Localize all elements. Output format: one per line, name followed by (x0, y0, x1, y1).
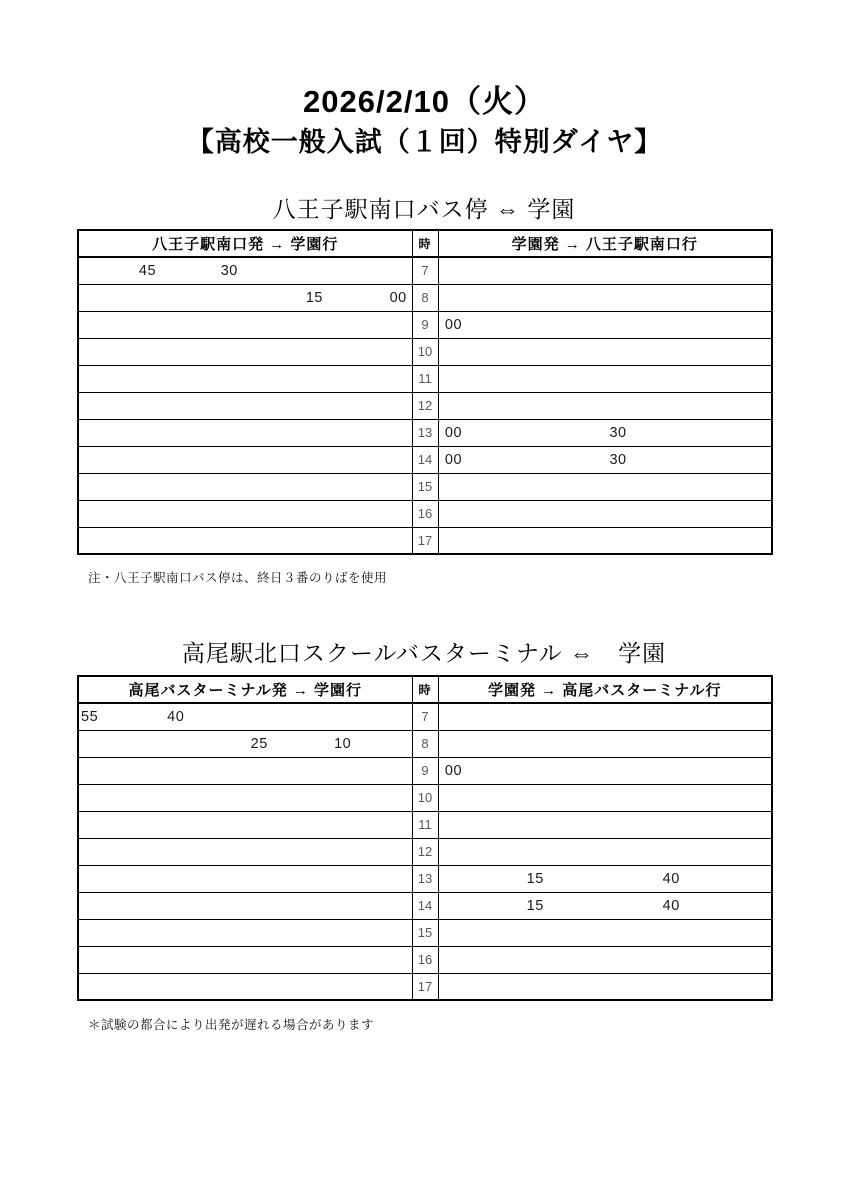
departures-from-school-cell (438, 392, 772, 419)
minute-value: 40 (167, 708, 185, 725)
hour-cell: 9 (412, 311, 438, 338)
column-header-hour: 時 (412, 676, 438, 703)
column-header-departures-to-school: 高尾バスターミナル発 → 学園行 (78, 676, 412, 703)
hachioji-platform-note: 注・八王子駅南口バス停は、終日３番のりばを使用 (88, 571, 388, 585)
departures-to-school-cell (78, 892, 412, 919)
hour-cell: 12 (412, 838, 438, 865)
table-heading-hachioji: 八王子駅南口バス停 ⇔ 学園 (272, 196, 576, 222)
departures-from-school-cell (438, 946, 772, 973)
departures-to-school-cell (78, 365, 412, 392)
hour-cell: 13 (412, 865, 438, 892)
timetable-row (78, 338, 772, 365)
departures-to-school-cell (78, 392, 412, 419)
timetable-row (78, 392, 772, 419)
timetable-row (78, 284, 772, 311)
table-heading-takao: 高尾駅北口スクールバスターミナル ⇔ 学園 (181, 640, 667, 666)
timetable-row (78, 365, 772, 392)
departures-from-school-cell (438, 257, 772, 284)
hour-cell: 13 (412, 419, 438, 446)
departures-to-school-cell (78, 284, 412, 311)
hour-cell: 12 (412, 392, 438, 419)
timetable-row (78, 919, 772, 946)
departures-to-school-cell (78, 730, 412, 757)
document-subtitle: 【高校一般入試（１回）特別ダイヤ】 (186, 127, 663, 157)
departures-to-school-cell (78, 838, 412, 865)
column-header-departures-to-school: 八王子駅南口発 → 学園行 (78, 230, 412, 257)
departures-from-school-cell (438, 365, 772, 392)
departures-from-school-cell (438, 784, 772, 811)
exam-delay-note: ＊試験の都合により出発が遅れる場合があります (88, 1018, 375, 1032)
departures-from-school-cell (438, 527, 772, 554)
departures-from-school-cell (438, 500, 772, 527)
timetable-row (78, 730, 772, 757)
hour-cell: 11 (412, 811, 438, 838)
departures-from-school-cell (438, 419, 772, 446)
timetable-row (78, 973, 772, 1000)
departures-from-school-cell (438, 446, 772, 473)
departures-from-school-cell (438, 311, 772, 338)
minute-value: 10 (334, 735, 352, 752)
departures-from-school-cell (438, 811, 772, 838)
hour-cell: 15 (412, 473, 438, 500)
timetable-row (78, 838, 772, 865)
departures-from-school-cell (438, 757, 772, 784)
departures-to-school-cell (78, 419, 412, 446)
hour-cell: 10 (412, 784, 438, 811)
departures-to-school-cell (78, 311, 412, 338)
timetable-row (78, 703, 772, 730)
departures-to-school-cell (78, 865, 412, 892)
departures-from-school-cell (438, 973, 772, 1000)
departures-to-school-cell (78, 338, 412, 365)
timetable-row (78, 784, 772, 811)
minute-value: 00 (444, 424, 463, 441)
hour-cell: 7 (412, 257, 438, 284)
departures-to-school-cell (78, 946, 412, 973)
minute-value: 30 (609, 451, 627, 468)
departures-from-school-cell (438, 338, 772, 365)
hour-cell: 14 (412, 892, 438, 919)
minute-value: 30 (609, 424, 627, 441)
timetable-row (78, 419, 772, 446)
departures-from-school-cell (438, 892, 772, 919)
hour-cell: 8 (412, 284, 438, 311)
document-date-title: 2026/2/10（火） (303, 84, 546, 119)
column-header-departures-from-school: 学園発 → 八王子駅南口行 (438, 230, 772, 257)
minute-value: 00 (444, 451, 463, 468)
departures-from-school-cell (438, 865, 772, 892)
departures-from-school-cell (438, 838, 772, 865)
departures-from-school-cell (438, 703, 772, 730)
header-row (78, 230, 772, 257)
timetable-row (78, 446, 772, 473)
column-header-departures-from-school: 学園発 → 高尾バスターミナル行 (438, 676, 772, 703)
hour-cell: 9 (412, 757, 438, 784)
departures-to-school-cell (78, 500, 412, 527)
timetable-row (78, 946, 772, 973)
departures-to-school-cell (78, 703, 412, 730)
hour-cell: 7 (412, 703, 438, 730)
timetable-row (78, 892, 772, 919)
hour-cell: 14 (412, 446, 438, 473)
hour-cell: 10 (412, 338, 438, 365)
minute-value: 25 (250, 735, 268, 752)
departures-from-school-cell (438, 284, 772, 311)
hour-cell: 11 (412, 365, 438, 392)
minute-value: 40 (662, 870, 680, 887)
timetable-row (78, 757, 772, 784)
hour-cell: 17 (412, 527, 438, 554)
departures-to-school-cell (78, 757, 412, 784)
minute-value: 30 (220, 262, 238, 279)
departures-to-school-cell (78, 446, 412, 473)
timetable-row (78, 811, 772, 838)
minute-value: 55 (81, 708, 99, 725)
timetable-row (78, 527, 772, 554)
departures-to-school-cell (78, 919, 412, 946)
timetable-row (78, 257, 772, 284)
departures-from-school-cell (438, 919, 772, 946)
timetable-takao (77, 675, 773, 1001)
departures-to-school-cell (78, 784, 412, 811)
departures-to-school-cell (78, 473, 412, 500)
minute-value: 00 (444, 316, 463, 333)
hour-cell: 16 (412, 946, 438, 973)
hour-cell: 16 (412, 500, 438, 527)
minute-value: 00 (444, 762, 463, 779)
timetable-row (78, 865, 772, 892)
minute-value: 00 (389, 289, 407, 306)
timetable-row (78, 473, 772, 500)
timetable-row (78, 311, 772, 338)
departures-to-school-cell (78, 257, 412, 284)
minute-value: 15 (526, 870, 544, 887)
minute-value: 40 (662, 897, 680, 914)
departures-to-school-cell (78, 527, 412, 554)
departures-to-school-cell (78, 973, 412, 1000)
departures-from-school-cell (438, 730, 772, 757)
minute-value: 15 (526, 897, 544, 914)
header-row (78, 676, 772, 703)
minute-value: 45 (138, 262, 157, 279)
minute-value: 15 (305, 289, 323, 306)
timetable-hachioji (77, 229, 773, 555)
timetable-row (78, 500, 772, 527)
departures-from-school-cell (438, 473, 772, 500)
departures-to-school-cell (78, 811, 412, 838)
hour-cell: 17 (412, 973, 438, 1000)
hour-cell: 8 (412, 730, 438, 757)
hour-cell: 15 (412, 919, 438, 946)
column-header-hour: 時 (412, 230, 438, 257)
